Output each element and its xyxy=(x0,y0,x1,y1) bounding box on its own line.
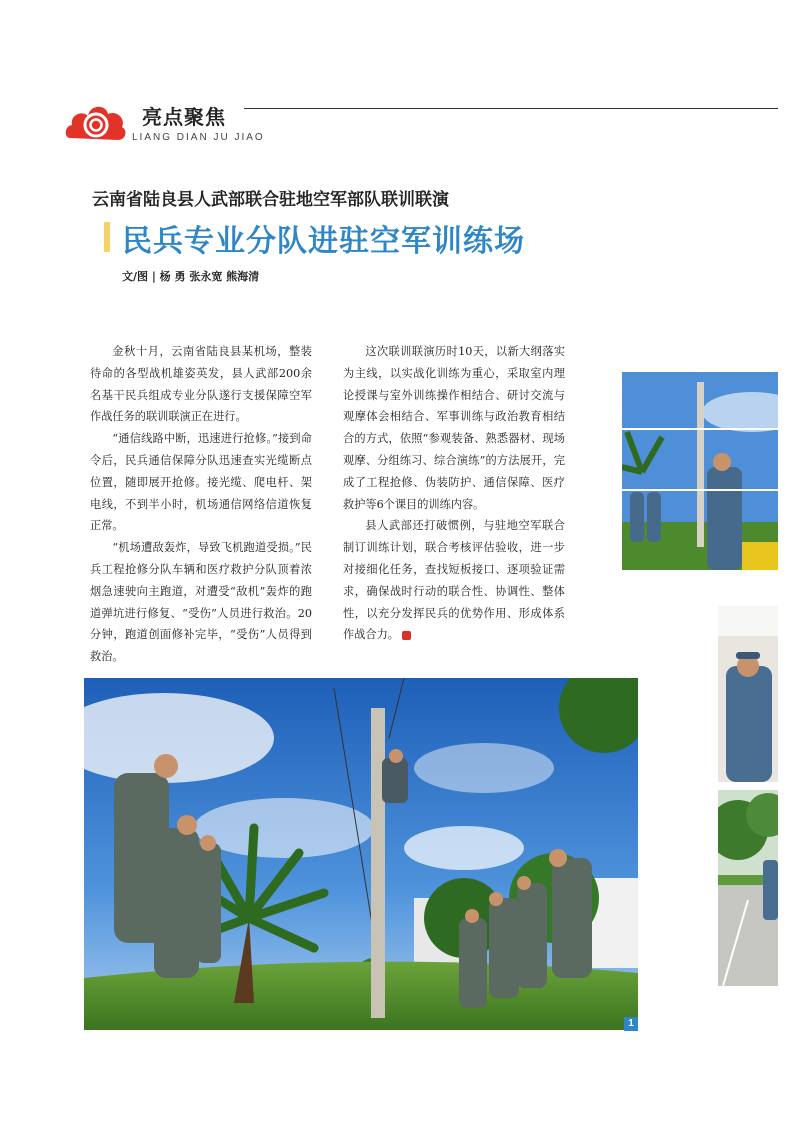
paragraph-text: 县人武部还打破惯例，与驻地空军联合制订训练计划，联合考核评估验收，进一步对接细化任务，查找短板接口、逐项验证需求，确保战时行动的联合性、协调性、整体性，以充分发挥民兵的优势作用、形成体系作战合力。 xyxy=(343,519,565,642)
section-title: 亮点聚焦 xyxy=(142,105,226,129)
paragraph xyxy=(343,515,565,646)
side-photo-3 xyxy=(718,790,778,986)
end-mark-icon xyxy=(402,631,411,640)
paragraph: “通信线路中断，迅速进行抢修。”接到命令后，民兵通信保障分队迅速查实光缆断点位置，随即展开抢修。接光缆、爬电杆、架电线，不到半小时，机场通信网络信道恢复正常。 xyxy=(90,432,312,533)
paragraph: “机场遭敌轰炸，导致飞机跑道受损。”民兵工程抢修分队车辆和医疗救护分队顶着浓烟急速驶向主跑道，对遭受“敌机”轰炸的跑道弹坑进行修复、“受伤”人员进行救治。20分钟，跑道创面修补完毕，“受伤”人员得到救治。 xyxy=(90,541,312,664)
article-column-1 xyxy=(90,341,312,668)
article-kicker: 云南省陆良县人武部联合驻地空军部队联训联演 xyxy=(92,190,449,210)
paragraph: 这次联训联演历时10天，以新大纲落实为主线，以实战化训练为重心，采取室内理论授课与室外训练操作相结合、研讨交流与观摩体会相结合、军事训练与政治教育相结合的方式，依照“参观装备、熟悉器材、现场观摩、分组练习、综合演练”的方法展开，完成了工程抢修、伪装防护、通信保障、医疗救护等6个课目的训练内容。 xyxy=(343,345,565,511)
header-rule xyxy=(244,108,778,109)
section-subtitle: LIANG DIAN JU JIAO xyxy=(132,132,265,143)
side-photo-2 xyxy=(718,606,778,782)
main-photo xyxy=(84,678,638,1030)
auspicious-cloud-icon xyxy=(64,98,128,146)
title-accent-bar xyxy=(104,222,110,252)
side-photo-1 xyxy=(622,372,778,570)
photo-number: 1 xyxy=(624,1017,638,1031)
article-column-2 xyxy=(343,341,565,646)
paragraph: 金秋十月，云南省陆良县某机场，整装待命的各型战机雄姿英发，县人武部200余名基干民兵组成专业分队遂行支援保障空军作战任务的联训联演正在进行。 xyxy=(90,345,312,424)
article-byline: 文/图 | 杨 勇 张永宽 熊海清 xyxy=(122,270,260,283)
article-title: 民兵专业分队进驻空军训练场 xyxy=(122,224,525,259)
